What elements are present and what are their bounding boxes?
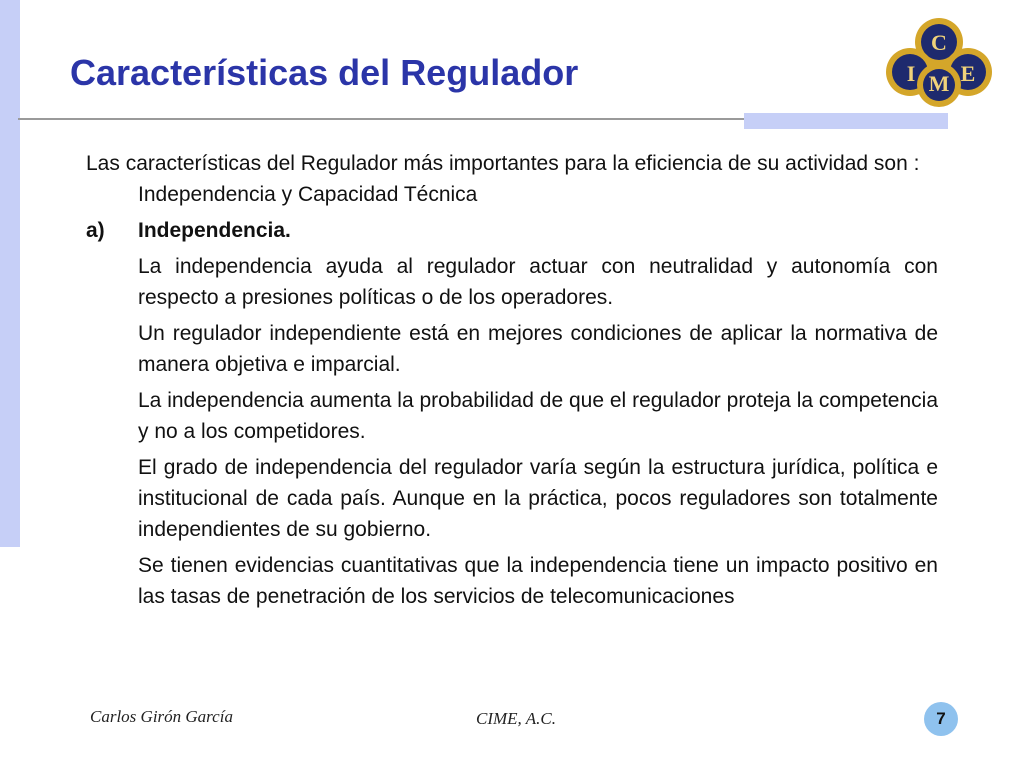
section-heading-text: Independencia. — [138, 219, 291, 242]
slide-title: Características del Regulador — [70, 52, 579, 93]
footer-author: Carlos Girón García — [90, 707, 233, 726]
footer-organization: CIME, A.C. — [476, 709, 556, 728]
left-accent-bar — [0, 0, 20, 547]
section-heading — [86, 215, 938, 246]
title-underline-accent — [744, 113, 948, 129]
body-paragraph: Un regulador independiente está en mejores condiciones de aplicar la normativa de manera objetiva e imparcial. — [138, 322, 938, 376]
logo-letter: I — [906, 61, 916, 86]
logo-letter: C — [931, 30, 947, 55]
page-number-badge: 7 — [924, 702, 958, 736]
body-paragraph: La independencia aumenta la probabilidad de que el regulador proteja la competencia y no a los competidores. — [138, 389, 938, 443]
logo-letter: M — [928, 71, 950, 96]
cime-logo — [884, 12, 994, 112]
body-paragraph: La independencia ayuda al regulador actuar con neutralidad y autonomía con respecto a presiones políticas o de los operadores. — [138, 255, 938, 309]
logo-letter: E — [960, 61, 976, 86]
body-paragraph: Se tienen evidencias cuantitativas que la independencia tiene un impacto positivo en las tasas de penetración de los servicios de telecomunicaciones — [138, 554, 938, 608]
intro-paragraph: Las características del Regulador más importantes para la eficiencia de su actividad son : Independencia y Capacidad Técnica — [86, 152, 920, 206]
body-paragraph: El grado de independencia del regulador varía según la estructura jurídica, política e institucional de cada país. Aunque en la práctica, pocos reguladores son totalmente independientes de su gobierno. — [138, 456, 938, 541]
slide-body — [86, 148, 938, 617]
section-marker: a) — [86, 219, 105, 242]
